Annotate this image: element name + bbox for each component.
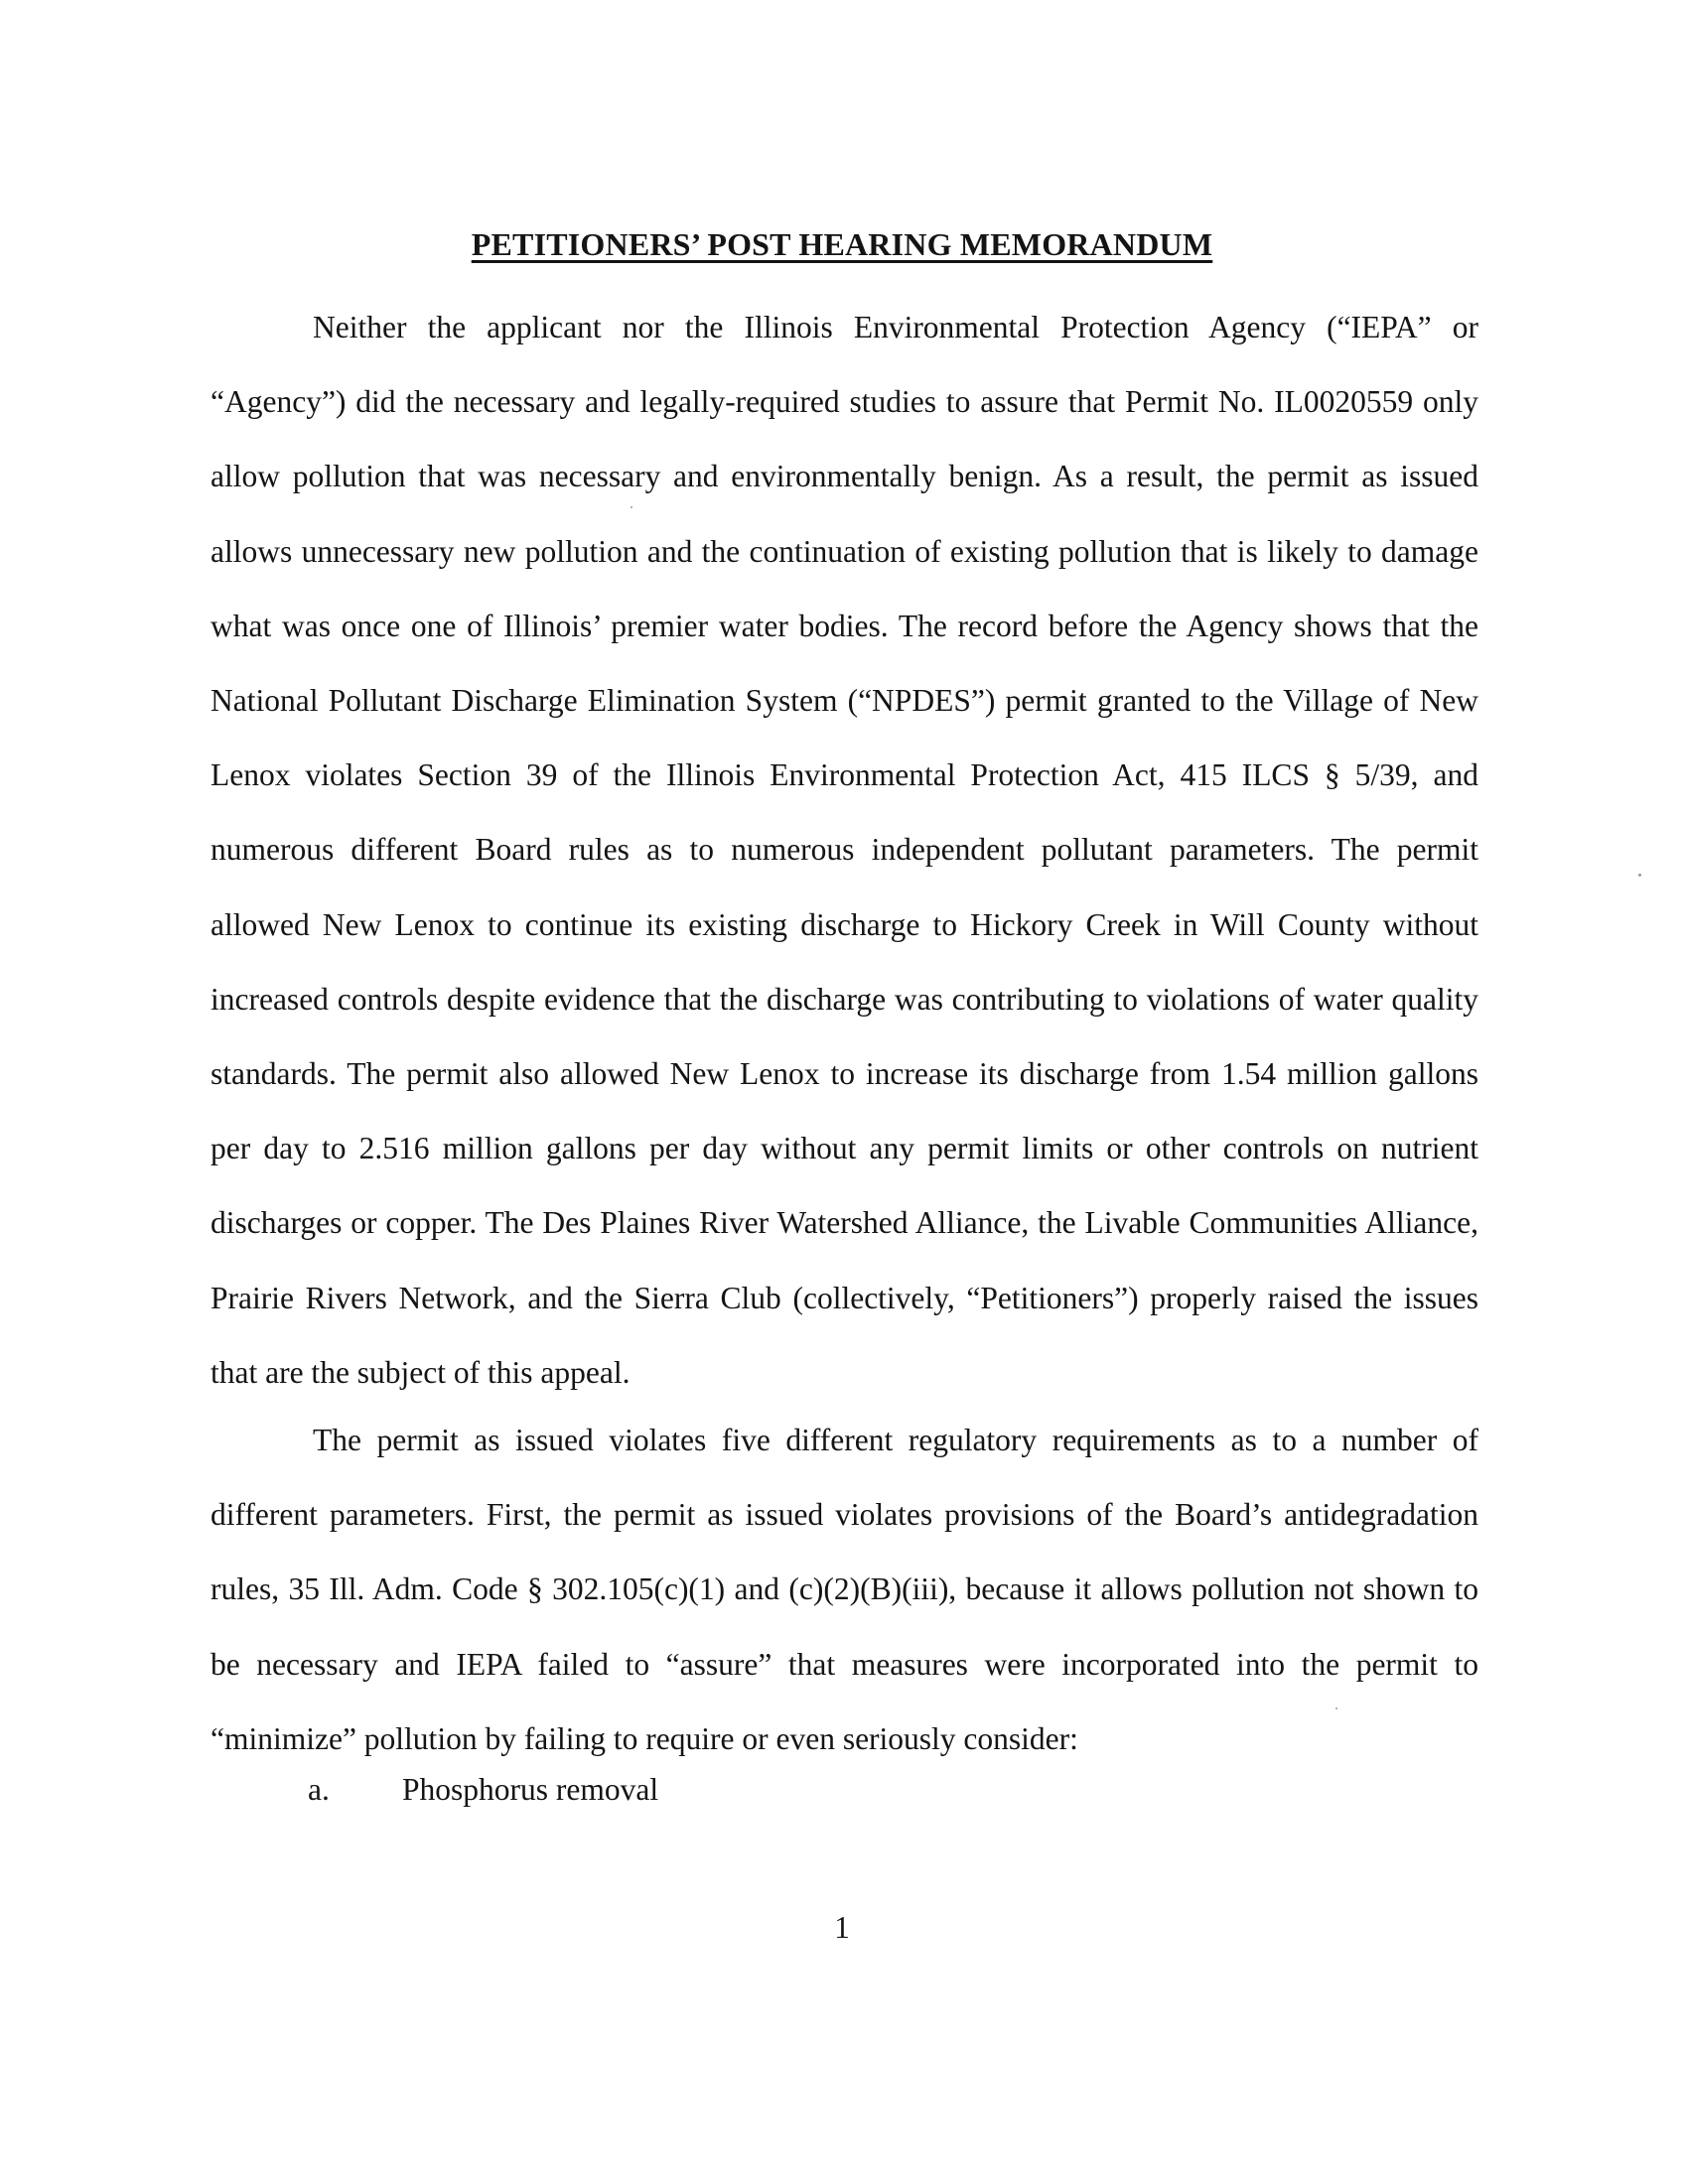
list-item-marker: a. bbox=[308, 1772, 330, 1807]
body-paragraph-2: The permit as issued violates five different regulatory requirements as to a number of different parameters. First, the permit as issued violates provisions of the Board’s antidegradation rules, 35 Ill. Adm. Code § 302.105(c)(1) and (c)(2)(B)(iii), because it allows pollution not shown to be necessary and IEPA failed to “assure” that measures were incorporated into the permit to “minimize” pollution by failing to require or even seriously consider: bbox=[210, 1423, 1478, 1756]
body-paragraph-1: Neither the applicant nor the Illinois Environmental Protection Agency (“IEPA” or “Agency”) did the necessary and legally-required studies to assure that Permit No. IL0020559 only allow pollution that was necessary and environmentally benign. As a result, the permit as issued allows unnecessary new pollution and the continuation of existing pollution that is likely to damage what was once one of Illinois’ premier water bodies. The record before the Agency shows that the National Pollutant Discharge Elimination System (“NPDES”) permit granted to the Village of New Lenox violates Section 39 of the Illinois Environmental Protection Act, 415 ILCS § 5/39, and numerous different Board rules as to numerous independent pollutant parameters. The permit allowed New Lenox to continue its existing discharge to Hickory Creek in Will County without increased controls despite evidence that the discharge was contributing to violations of water quality standards. The permit also allowed New Lenox to increase its discharge from 1.54 million gallons per day to 2.516 million gallons per day without any permit limits or other controls on nutrient discharges or copper. The Des Plaines River Watershed Alliance, the Livable Communities Alliance, Prairie Rivers Network, and the Sierra Club (collectively, “Petitioners”) properly raised the issues that are the subject of this appeal. bbox=[210, 310, 1478, 1390]
scan-speck bbox=[1638, 874, 1641, 877]
scan-speck bbox=[631, 506, 632, 508]
list-item-text: Phosphorus removal bbox=[402, 1772, 659, 1807]
list-item bbox=[308, 1770, 658, 1810]
document-title: PETITIONERS’ POST HEARING MEMORANDUM bbox=[471, 226, 1213, 262]
scan-speck bbox=[1335, 1707, 1337, 1709]
page-number: 1 bbox=[834, 1910, 850, 1945]
